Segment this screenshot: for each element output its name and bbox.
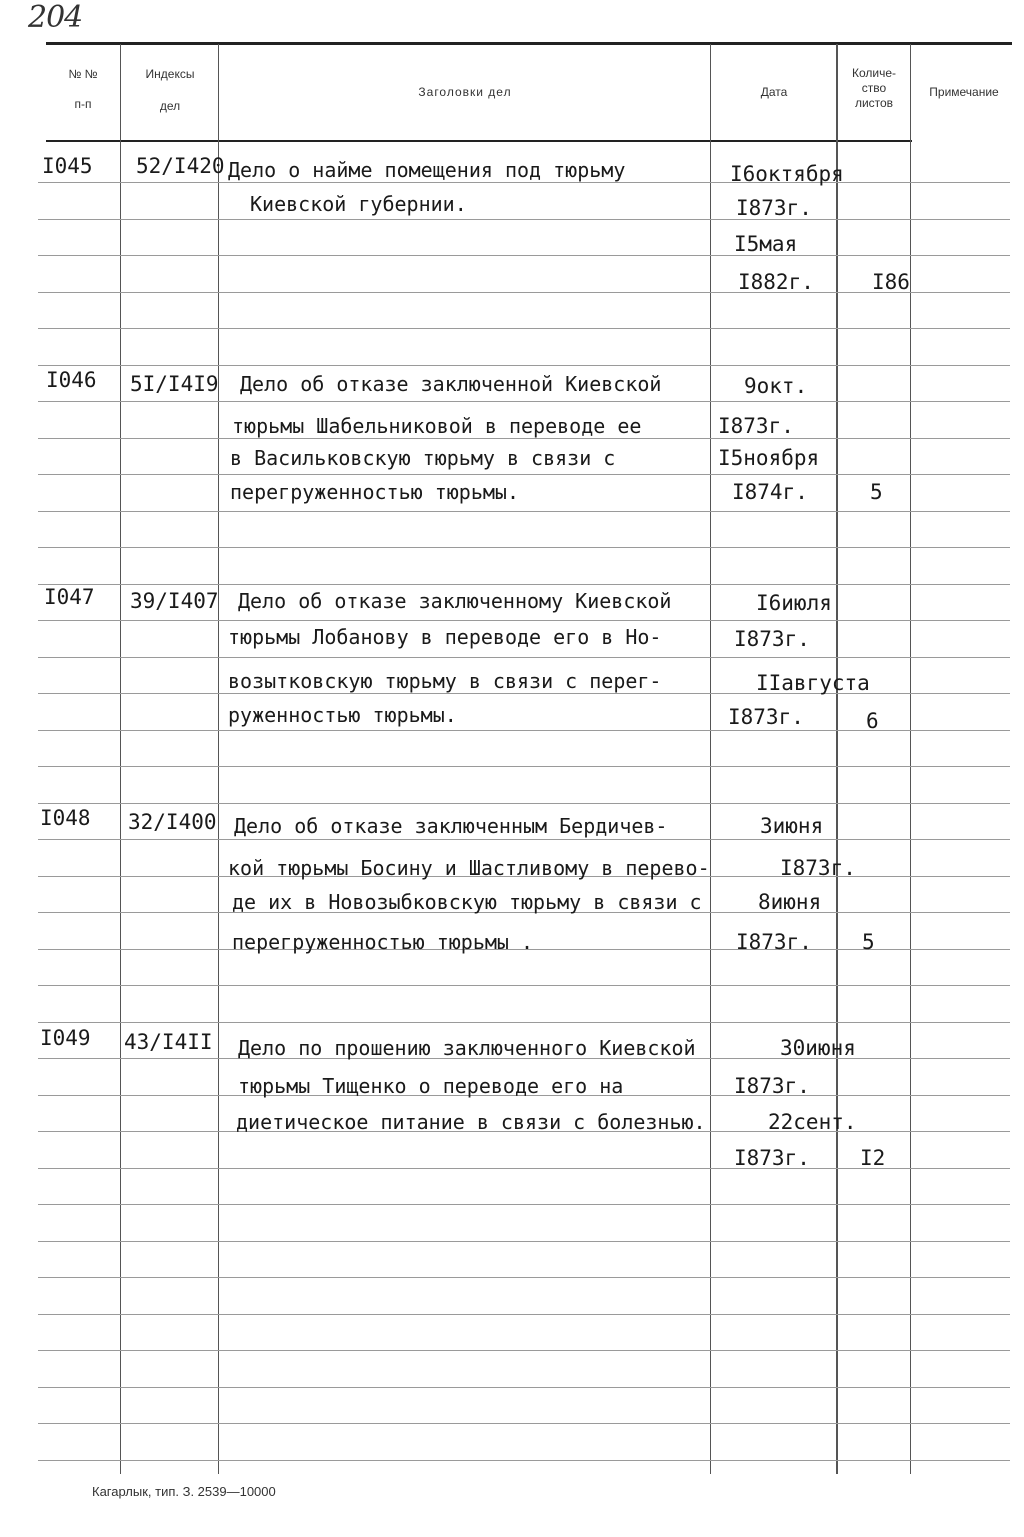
header-note: Примечание [929, 85, 999, 99]
date-line: I873г. [736, 930, 812, 954]
col-divider-4 [836, 44, 838, 1474]
date-line: I6октября [730, 162, 844, 186]
title-line: Дело об отказе заключенным Бердичев- [234, 814, 668, 838]
ruled-line [38, 620, 1010, 621]
row-sheets: I2 [860, 1146, 886, 1170]
title-line: диетическое питание в связи с болезнью. [236, 1110, 706, 1134]
ruled-line [38, 985, 1010, 986]
ruled-line [38, 803, 1010, 804]
title-line: Дело о найме помещения под тюрьму [228, 158, 626, 182]
ruled-line [38, 255, 1010, 256]
header-sheets-line2: ство [861, 81, 887, 95]
date-line: I873г. [734, 1074, 810, 1098]
ruled-line [38, 474, 1010, 475]
ruled-line [38, 182, 1010, 183]
date-line: I873г. [736, 196, 812, 220]
row-sheets: 5 [870, 480, 883, 504]
row-index: 32/I400 [128, 810, 217, 834]
ruled-line [38, 511, 1010, 512]
header-num-line2: п-п [74, 97, 92, 111]
ruled-line [38, 730, 1010, 731]
date-line: 30июня [780, 1036, 856, 1060]
header-sheets [838, 66, 910, 111]
ruled-line [38, 401, 1010, 402]
ruled-line [38, 1460, 1010, 1461]
ruled-line [38, 766, 1010, 767]
row-sheets: 6 [866, 709, 879, 733]
row-number: I047 [44, 585, 95, 609]
ruled-line [38, 292, 1010, 293]
header-sheets-line1: Количе- [851, 66, 897, 80]
header-rule [46, 140, 912, 142]
ruled-line [38, 365, 1010, 366]
header-index [122, 66, 218, 114]
date-line: I873г. [728, 705, 804, 729]
top-rule [46, 42, 1012, 45]
header-num-line1: № № [68, 67, 98, 81]
col-divider-3 [710, 44, 711, 1474]
ruled-line [38, 1241, 1010, 1242]
row-index: 52/I420 [136, 154, 225, 178]
header-num [50, 66, 116, 112]
date-line: 22сент. [768, 1110, 857, 1134]
ruled-line [38, 1022, 1010, 1023]
date-line: I873г. [718, 414, 794, 438]
title-line: Дело по прошению заключенного Киевской [238, 1036, 696, 1060]
row-index: 43/I4II [124, 1030, 213, 1054]
title-line: возытковскую тюрьму в связи с перег- [228, 669, 662, 693]
row-sheets: I86 [872, 270, 910, 294]
header-sheets-line3: листов [854, 96, 894, 110]
ruled-line [38, 1350, 1010, 1351]
header-date: Дата [760, 85, 788, 99]
date-line: I874г. [732, 480, 808, 504]
row-number: I049 [40, 1026, 91, 1050]
title-line: Дело об отказе заключенному Киевской [238, 589, 672, 613]
title-line: Киевской губернии. [250, 192, 467, 216]
row-index: 39/I407 [130, 589, 219, 613]
date-line: 3июня [760, 814, 824, 838]
col-divider-5 [910, 44, 911, 1474]
title-line: тюрьмы Тищенко о переводе его на [238, 1074, 624, 1098]
col-divider-1 [120, 44, 121, 1474]
date-line: I5ноября [718, 446, 820, 470]
row-number: I045 [42, 154, 93, 178]
row-sheets: 5 [862, 930, 875, 954]
date-line: I873г. [734, 627, 810, 651]
page-number: 204 [28, 0, 83, 35]
date-line: IIавгуста [756, 671, 870, 695]
date-line: I6июля [756, 591, 832, 615]
ruled-line [38, 1204, 1010, 1205]
ruled-line [38, 1314, 1010, 1315]
title-line: перегруженностью тюрьмы . [232, 930, 534, 954]
date-line: I5мая [734, 232, 798, 256]
col-divider-2 [218, 44, 219, 1474]
ruled-line [38, 547, 1010, 548]
header-title: Заголовки дел [418, 85, 512, 99]
ruled-line [38, 1423, 1010, 1424]
title-line: де их в Новозыбковскую тюрьму в связи с [232, 890, 702, 914]
header-index-line1: Индексы [145, 67, 195, 81]
printer-footer: Кагарлык, тип. З. 2539—10000 [92, 1484, 276, 1499]
ruled-line [38, 1277, 1010, 1278]
ruled-line [38, 584, 1010, 585]
title-line: тюрьмы Шабельниковой в переводе ее [232, 414, 642, 438]
title-line: перегруженностью тюрьмы. [230, 480, 519, 504]
date-line: I882г. [738, 270, 814, 294]
row-index: 5I/I4I9 [130, 372, 219, 396]
title-line: в Васильковскую тюрьму в связи с [230, 446, 616, 470]
title-line: Дело об отказе заключенной Киевской [240, 372, 662, 396]
date-line: 9окт. [744, 374, 808, 398]
ruled-line [38, 657, 1010, 658]
ruled-line [38, 1387, 1010, 1388]
date-line: 8июня [758, 890, 822, 914]
title-line: руженностью тюрьмы. [228, 703, 457, 727]
ruled-line [38, 328, 1010, 329]
header-index-line2: дел [159, 99, 181, 113]
ruled-line [38, 438, 1010, 439]
ruled-line [38, 219, 1010, 220]
title-line: кой тюрьмы Босину и Шастливому в перево- [228, 856, 710, 880]
row-number: I046 [46, 368, 97, 392]
row-number: I048 [40, 806, 91, 830]
ruled-line [38, 839, 1010, 840]
title-line: тюрьмы Лобанову в переводе его в Но- [228, 625, 662, 649]
date-line: I873г. [780, 856, 856, 880]
date-line: I873г. [734, 1146, 810, 1170]
